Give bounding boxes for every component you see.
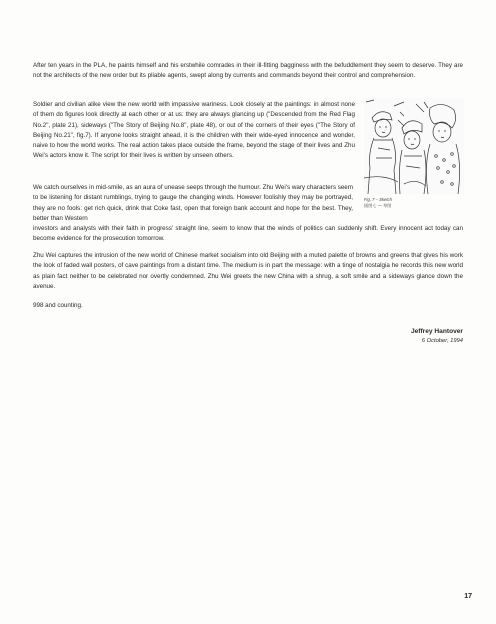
- author-name: Jeffrey Hantover: [410, 328, 463, 335]
- figure-sketch-drawing: [364, 98, 464, 194]
- signature-date: 6 October, 1994: [421, 338, 463, 344]
- author-signature: [411, 327, 463, 346]
- paragraph-1: After ten years in the PLA, he paints himself and his erstwhile comrades in their ill-fitting bagginess with the befuddlement they seem to deserve. They are not the architects of the new order but its pliable agents, swept along by currents and commands beyond their control and comprehension.: [33, 62, 463, 80]
- figure-caption-en: Fig. 7 – Sketch: [364, 197, 392, 202]
- paragraph-3-continued: investors and analysts with their faith in progress' straight line, seem to know that the winds of politics can suddenly shift. Every innocent act today can become evidence for the prosecution tomorrow.: [33, 225, 463, 243]
- paragraph-closing: 998 and counting.: [33, 302, 83, 309]
- figure-caption-cn: 插图七 — 草图: [364, 203, 392, 208]
- sketch-illustration: [364, 98, 464, 194]
- faint-header-bleedthrough: [150, 30, 350, 42]
- figure-caption: [364, 197, 464, 209]
- page-number: 17: [464, 593, 472, 600]
- paragraph-3-wrapped: We catch ourselves in mid-smile, as an aura of unease seeps through the humour. Zhu Wei's wary characters seem to be listening for distant rumblings, trying to gauge the changing winds. However foolishly they may be portrayed, they are no fools: get rich quick, drink that Coke fast, open that foreign bank account and hope for the best. They, better than Western: [33, 184, 353, 222]
- paragraph-2: Soldier and civilian alike view the new world with impassive wariness. Look closely at the paintings: in almost none of them do figures look directly at each other or at us: they are always glancing up ("Descended from the Red Flag No.2", plate 21), sideways ("The Story of Beijing No.8", plate 48), or out of the corners of their eyes ("The Story of Beijing No.21", fig.7). If anyone looks straight ahead, it is the children with their wide-eyed innocence and wonder, naive to how the world works. The real action takes place outside the frame, beyond the stage of their lives and Zhu Wei's actors know it. The script for their lives is written by unseen others.: [33, 101, 355, 160]
- paragraph-4: Zhu Wei captures the intrusion of the new world of Chinese market socialism into old Beijing with a muted palette of browns and greens that gives his work the look of faded wall posters, of cave paintings from a distant time. The medium is in part the message: with a tinge of nostalgia he records this new world as plain fact neither to be celebrated nor overtly condemned. Zhu Wei greets the new China with a shrug, a soft smile and a sideways glance down the avenue.: [33, 252, 463, 290]
